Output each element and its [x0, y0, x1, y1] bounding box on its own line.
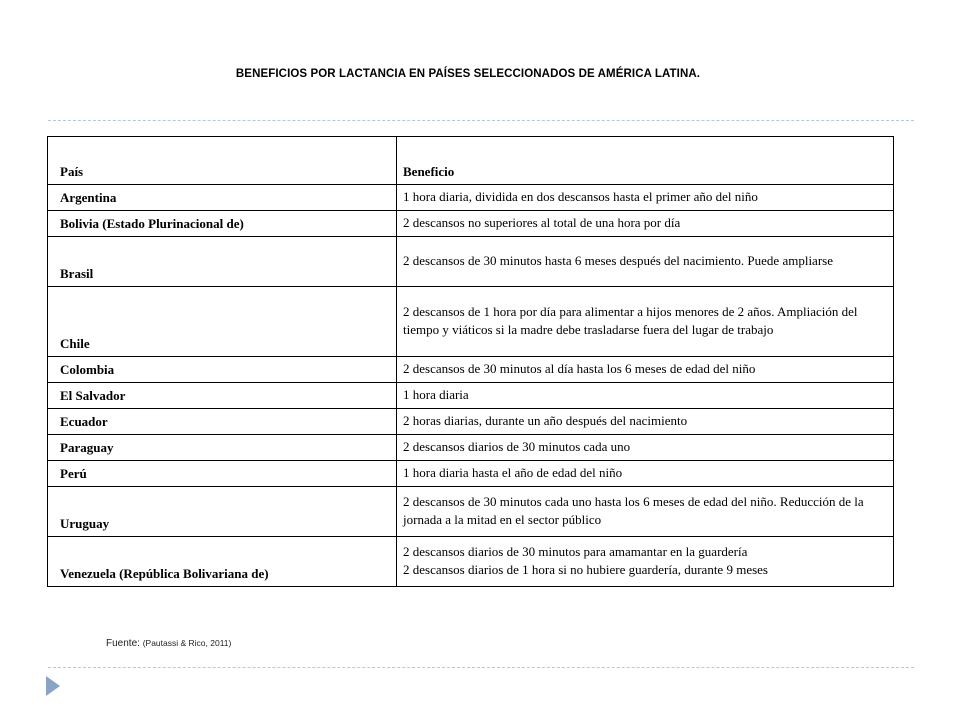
table-row	[48, 211, 894, 237]
country-cell: Paraguay	[48, 435, 397, 461]
benefit-cell	[397, 537, 894, 587]
table-row	[48, 537, 894, 587]
country-cell: Bolivia (Estado Plurinacional de)	[48, 211, 397, 237]
source-citation: (Pautassi & Rico, 2011)	[142, 638, 232, 648]
top-divider	[48, 120, 914, 121]
table-row	[48, 237, 894, 287]
benefit-text: 2 descansos de 30 minutos cada uno hasta los 6 meses de edad del niño. Reducción de la jornada a la mitad en el sector público	[403, 494, 864, 527]
benefit-text: 2 descansos no superiores al total de una hora por día	[403, 215, 681, 230]
header-benefit: Beneficio	[397, 137, 894, 185]
benefits-table	[47, 136, 894, 587]
benefit-text: 2 horas diarias, durante un año después del nacimiento	[403, 413, 688, 428]
benefit-cell	[397, 409, 894, 435]
table-row	[48, 461, 894, 487]
benefit-cell	[397, 461, 894, 487]
table-header-row	[48, 137, 894, 185]
country-cell: Perú	[48, 461, 397, 487]
table-row	[48, 185, 894, 211]
source-label: Fuente:	[106, 638, 140, 649]
benefit-text: 1 hora diaria	[403, 387, 469, 402]
benefit-text: 1 hora diaria, dividida en dos descansos hasta el primer año del niño	[403, 189, 758, 204]
benefit-cell	[397, 237, 894, 287]
benefit-cell	[397, 383, 894, 409]
benefit-cell	[397, 487, 894, 537]
table-row	[48, 357, 894, 383]
country-cell: Chile	[48, 287, 397, 357]
benefit-cell	[397, 435, 894, 461]
benefit-cell	[397, 185, 894, 211]
benefits-table-container	[47, 136, 893, 587]
table-row	[48, 487, 894, 537]
country-cell: Argentina	[48, 185, 397, 211]
country-cell: Venezuela (República Bolivariana de)	[48, 537, 397, 587]
benefit-cell	[397, 211, 894, 237]
benefit-text: 2 descansos diarios de 1 hora si no hubiere guardería, durante 9 meses	[403, 562, 768, 577]
table-row	[48, 409, 894, 435]
table-row	[48, 287, 894, 357]
slide-title: BENEFICIOS POR LACTANCIA EN PAÍSES SELECCIONADOS DE AMÉRICA LATINA.	[235, 68, 701, 80]
header-country: País	[48, 137, 397, 185]
benefit-cell	[397, 357, 894, 383]
country-cell: Uruguay	[48, 487, 397, 537]
benefit-text: 2 descansos de 30 minutos al día hasta los 6 meses de edad del niño	[403, 361, 756, 376]
source-note	[106, 638, 231, 649]
benefit-text: 2 descansos de 1 hora por día para alimentar a hijos menores de 2 años. Ampliación del tiempo y viáticos si la madre debe trasladarse fuera del lugar de trabajo	[403, 304, 858, 337]
country-cell: El Salvador	[48, 383, 397, 409]
country-cell: Brasil	[48, 237, 397, 287]
benefit-text: 2 descansos diarios de 30 minutos para amamantar en la guardería	[403, 544, 748, 559]
country-cell: Colombia	[48, 357, 397, 383]
benefit-text: 2 descansos de 30 minutos hasta 6 meses después del nacimiento. Puede ampliarse	[403, 253, 833, 268]
country-cell: Ecuador	[48, 409, 397, 435]
next-slide-arrow-icon[interactable]	[46, 676, 60, 696]
bottom-divider	[48, 667, 914, 668]
table-row	[48, 435, 894, 461]
table-row	[48, 383, 894, 409]
benefit-text: 1 hora diaria hasta el año de edad del niño	[403, 465, 623, 480]
benefit-text: 2 descansos diarios de 30 minutos cada uno	[403, 439, 631, 454]
benefit-cell	[397, 287, 894, 357]
